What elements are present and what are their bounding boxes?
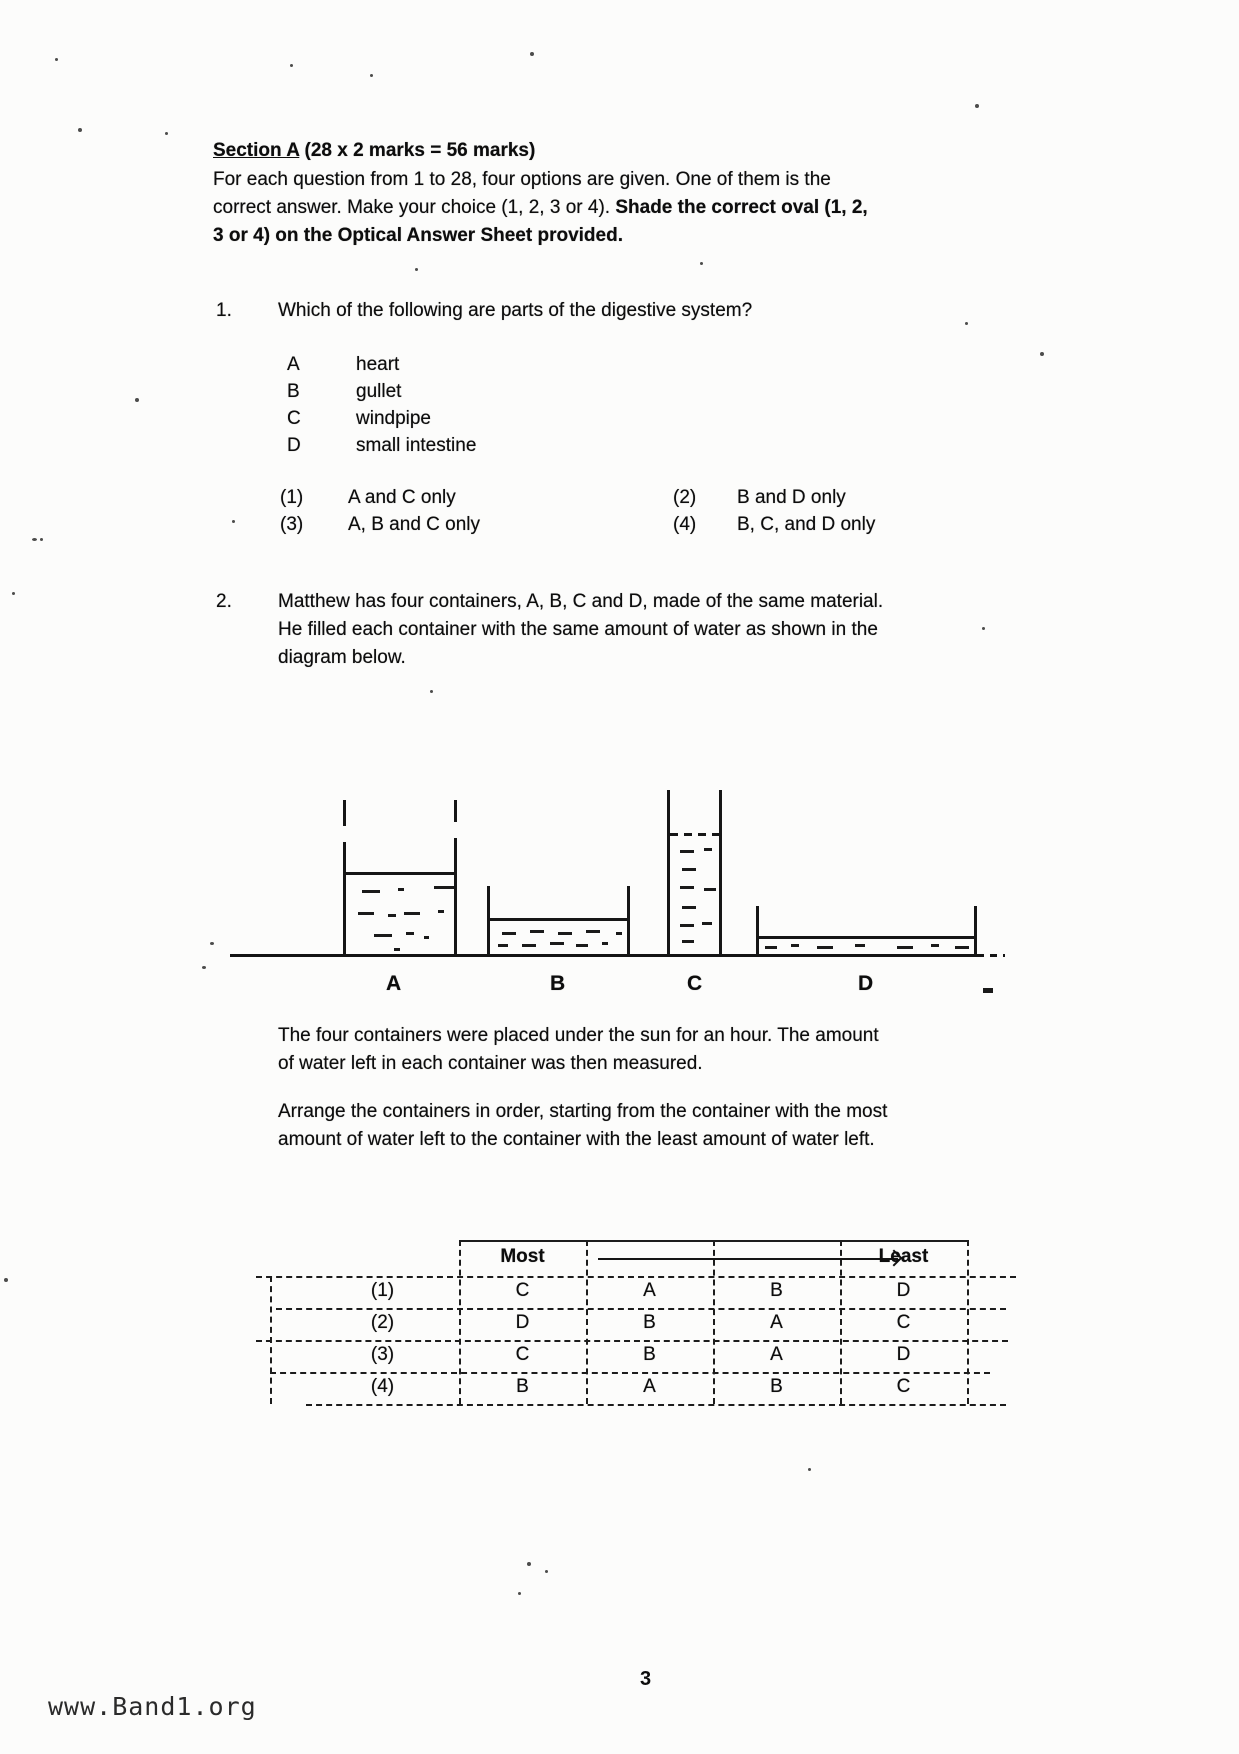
table-cell: B xyxy=(770,1376,783,1397)
q1-option-letter: C xyxy=(287,408,301,429)
noise-speck xyxy=(290,64,293,67)
q1-option-letter: B xyxy=(287,381,300,402)
q1-option-text: windpipe xyxy=(356,408,431,429)
container-d xyxy=(756,906,977,955)
noise-speck xyxy=(1040,352,1044,356)
noise-speck xyxy=(527,1562,531,1566)
watermark-url: www.Band1.org xyxy=(48,1692,257,1721)
ground-line-dashed-end xyxy=(977,954,1005,957)
table-cell: A xyxy=(643,1280,656,1301)
q1-option-text: gullet xyxy=(356,381,402,402)
row-number: (2) xyxy=(370,1312,395,1333)
answer-table xyxy=(306,1240,967,1404)
row-number: (4) xyxy=(370,1376,395,1397)
q1-option-letter: A xyxy=(287,354,300,375)
instruction-line-3: 3 or 4) on the Optical Answer Sheet provided. xyxy=(213,225,623,246)
instruction-line-2: correct answer. Make your choice (1, 2, 3 or 4). Shade the correct oval (1, 2, xyxy=(213,197,868,218)
noise-speck xyxy=(40,538,43,541)
table-cell: A xyxy=(770,1344,783,1365)
noise-speck xyxy=(545,1570,548,1573)
q2-number: 2. xyxy=(216,591,232,612)
q1-choice-num: (3) xyxy=(280,514,304,535)
table-cell: D xyxy=(515,1312,530,1333)
row-number: (3) xyxy=(370,1344,395,1365)
table-cell: B xyxy=(770,1280,783,1301)
q1-option-text: small intestine xyxy=(356,435,477,456)
noise-speck xyxy=(232,520,235,523)
table-cell: A xyxy=(770,1312,783,1333)
table-cell: A xyxy=(643,1376,656,1397)
table-cell: C xyxy=(896,1376,911,1397)
table-cell: D xyxy=(896,1344,911,1365)
container-label-c: C xyxy=(687,972,703,995)
q1-choice-num: (1) xyxy=(280,487,304,508)
q2-line-3: diagram below. xyxy=(278,647,406,668)
table-cell: B xyxy=(516,1376,529,1397)
noise-speck xyxy=(210,942,214,945)
noise-speck xyxy=(4,1278,8,1282)
table-cell: C xyxy=(515,1344,530,1365)
q2-para2-line1: Arrange the containers in order, starting from the container with the most xyxy=(278,1101,888,1122)
q1-choice-text: B, C, and D only xyxy=(737,514,876,535)
noise-speck xyxy=(55,58,58,61)
noise-speck xyxy=(370,74,373,77)
q2-para1-line2: of water left in each container was then measured. xyxy=(278,1053,703,1074)
water-line-a xyxy=(346,872,454,875)
row-number: (1) xyxy=(370,1280,395,1301)
table-cell: D xyxy=(896,1280,911,1301)
noise-speck xyxy=(808,1468,811,1471)
noise-speck xyxy=(32,538,37,541)
container-label-b: B xyxy=(550,972,566,995)
noise-speck xyxy=(135,398,139,402)
q2-line-1: Matthew has four containers, A, B, C and D, made of the same material. xyxy=(278,591,884,612)
noise-speck xyxy=(965,322,968,325)
noise-speck xyxy=(202,966,206,969)
table-header-least: Least xyxy=(878,1246,929,1267)
q1-number: 1. xyxy=(216,300,232,321)
q1-choice-text: A, B and C only xyxy=(348,514,481,535)
page-number: 3 xyxy=(640,1668,652,1690)
noise-speck xyxy=(415,268,418,271)
section-title-name: Section A xyxy=(213,140,300,161)
noise-speck xyxy=(165,132,168,135)
container-b xyxy=(487,886,630,955)
q2-line-2: He filled each container with the same amount of water as shown in the xyxy=(278,619,878,640)
noise-speck xyxy=(78,128,82,132)
q1-choice-num: (4) xyxy=(673,514,697,535)
container-label-d: D xyxy=(858,972,874,995)
table-cell: C xyxy=(515,1280,530,1301)
table-header-most: Most xyxy=(500,1246,545,1267)
noise-speck xyxy=(530,52,534,56)
noise-speck xyxy=(12,592,15,595)
stray-mark xyxy=(983,988,993,993)
section-title xyxy=(213,137,535,165)
q1-option-text: heart xyxy=(356,354,400,375)
noise-speck xyxy=(518,1592,521,1595)
noise-speck xyxy=(430,690,433,693)
q2-para1-line1: The four containers were placed under the sun for an hour. The amount xyxy=(278,1025,879,1046)
q1-text: Which of the following are parts of the digestive system? xyxy=(278,300,753,321)
water-line-d xyxy=(759,936,974,939)
water-line-c xyxy=(670,833,719,836)
noise-speck xyxy=(975,104,979,108)
noise-speck xyxy=(700,262,703,265)
instruction-line-1: For each question from 1 to 28, four options are given. One of them is the xyxy=(213,169,831,190)
section-title-marks: (28 x 2 marks = 56 marks) xyxy=(299,140,536,161)
q1-option-letter: D xyxy=(287,435,301,456)
q1-choice-num: (2) xyxy=(673,487,697,508)
noise-speck xyxy=(982,627,985,630)
q1-choice-text: A and C only xyxy=(348,487,456,508)
q1-choice-text: B and D only xyxy=(737,487,846,508)
table-cell: C xyxy=(896,1312,911,1333)
q2-para2-line2: amount of water left to the container with the least amount of water left. xyxy=(278,1129,875,1150)
water-line-b xyxy=(490,918,627,921)
table-cell: B xyxy=(643,1344,656,1365)
container-label-a: A xyxy=(386,972,402,995)
container-a xyxy=(343,800,457,955)
container-c xyxy=(667,790,722,955)
table-cell: B xyxy=(643,1312,656,1333)
ground-line xyxy=(230,954,977,957)
